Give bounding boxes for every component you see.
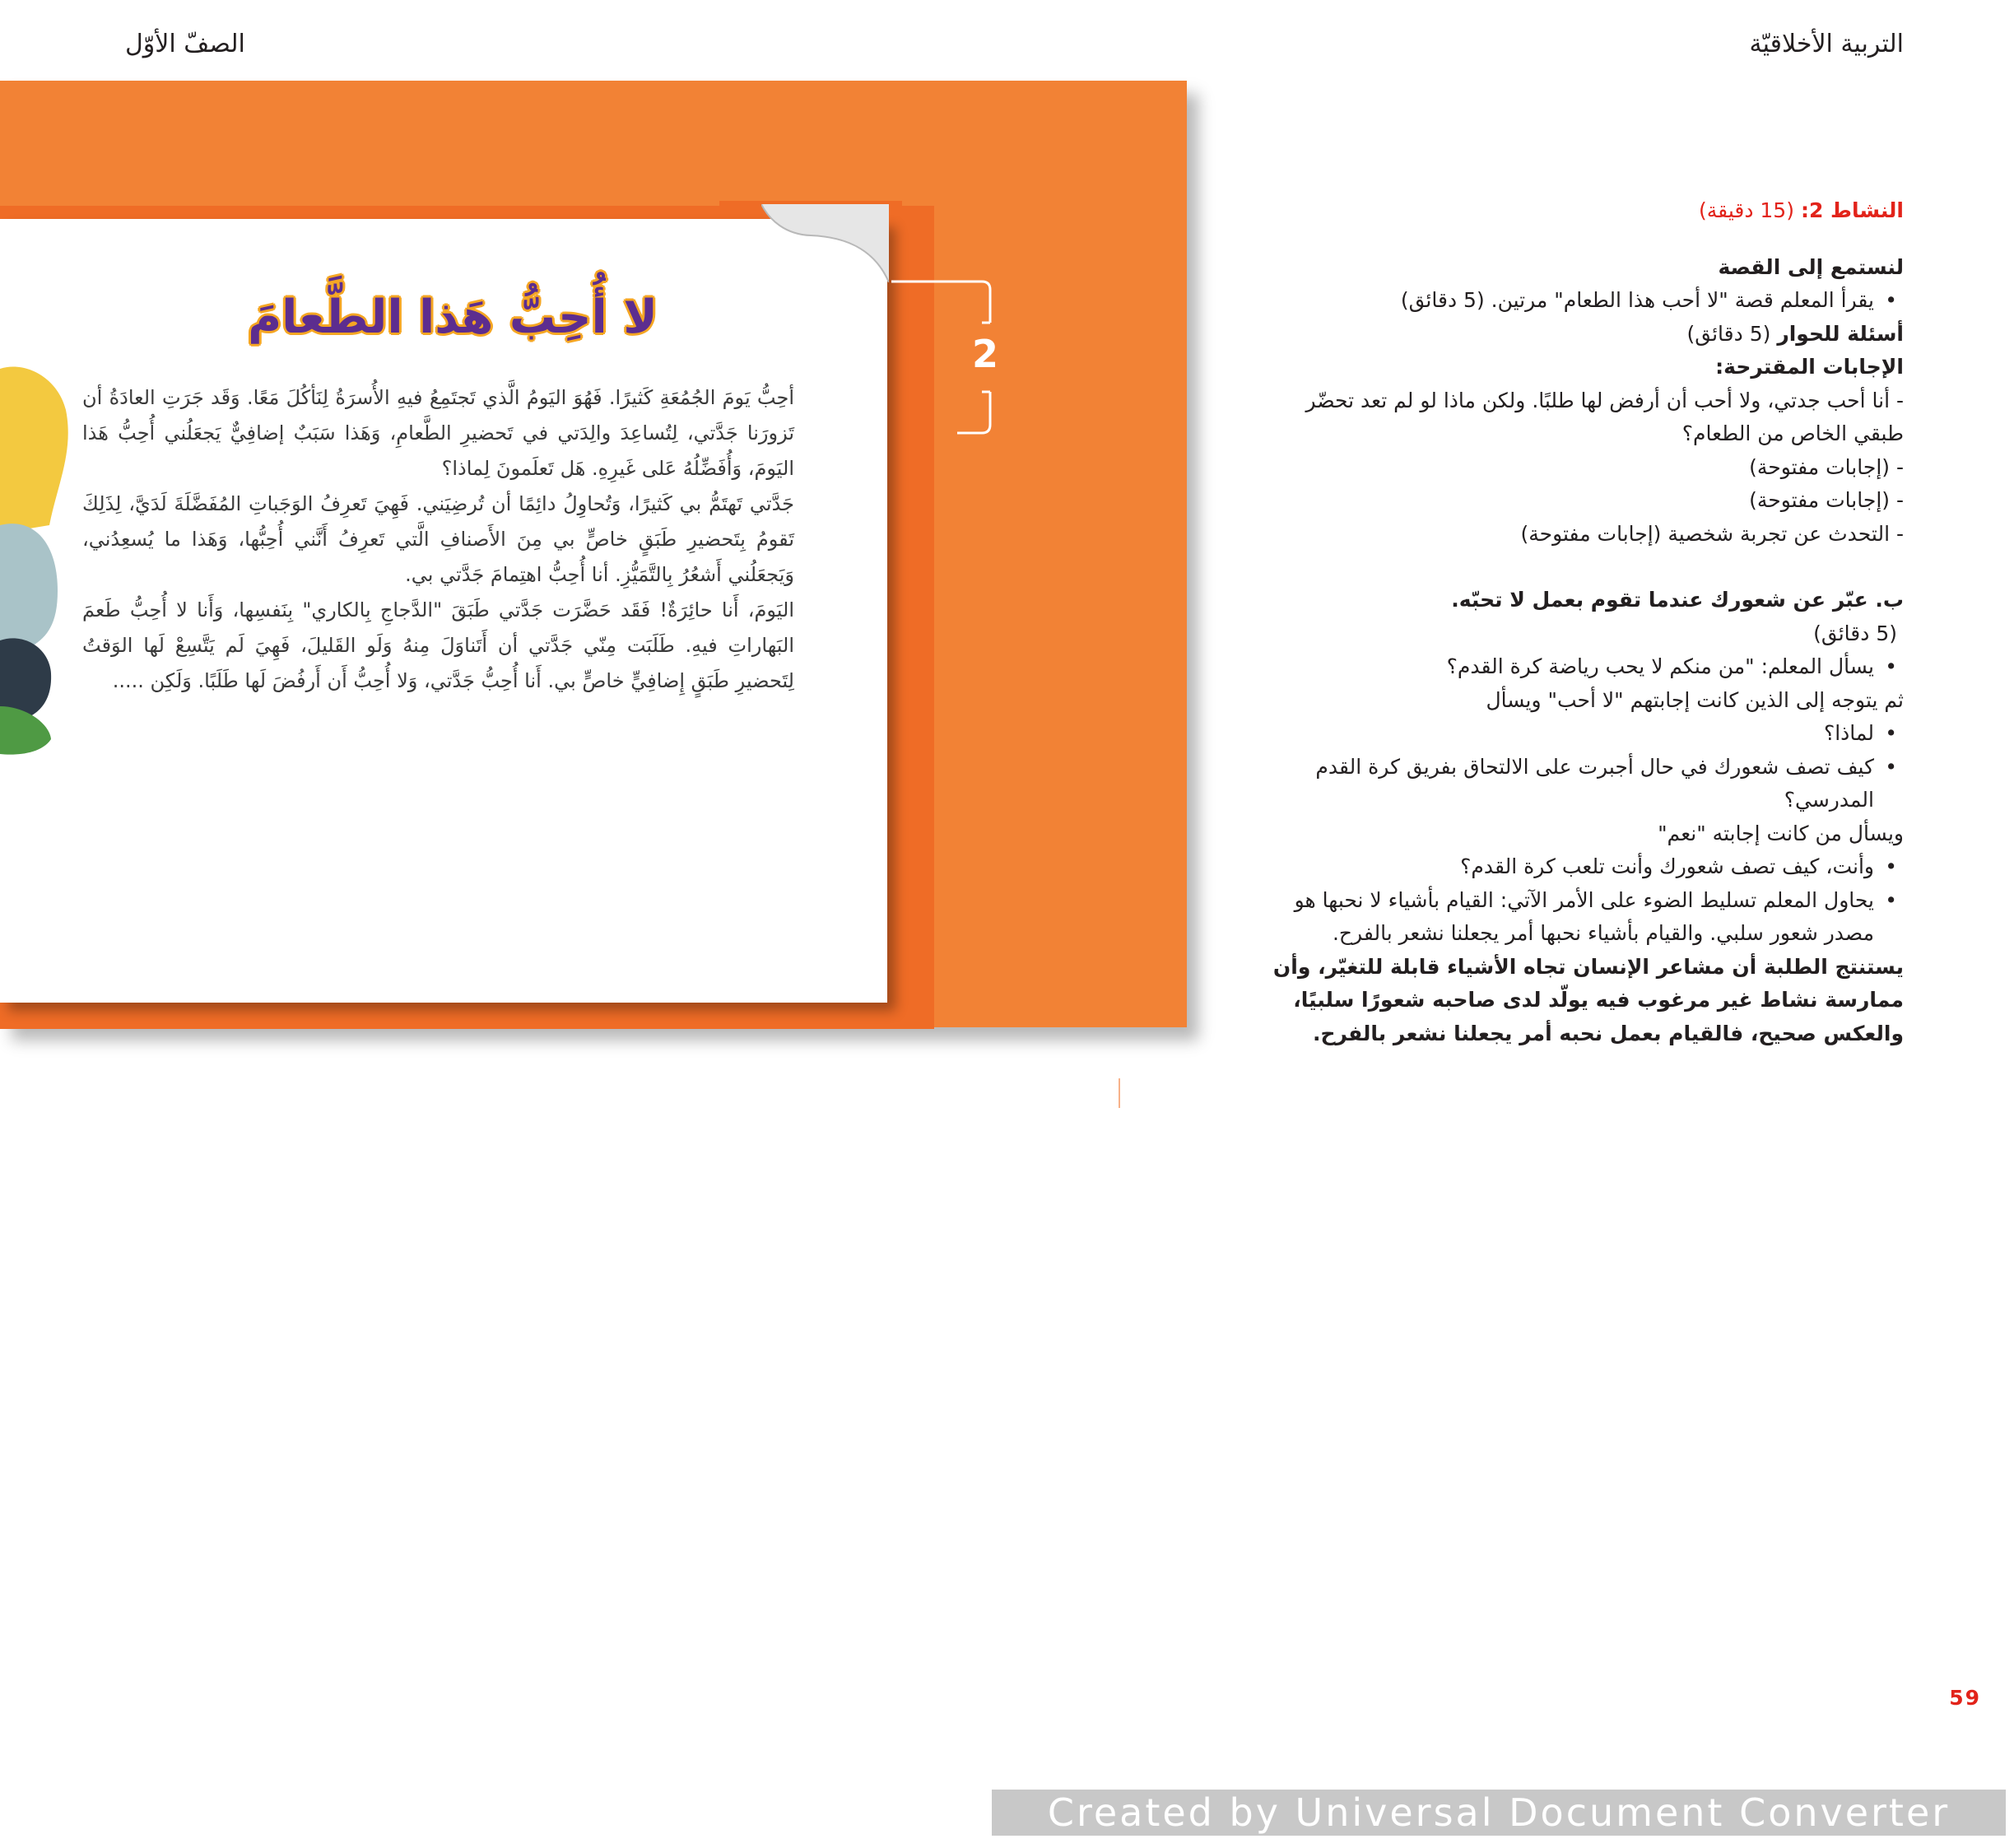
page-curl-icon xyxy=(761,204,889,282)
answers-heading: الإجابات المقترحة: xyxy=(1715,355,1904,379)
grade-header: الصفّ الأوّل xyxy=(125,30,245,58)
page-number-divider xyxy=(1119,1078,1120,1108)
activity-duration: (15 دقيقة) xyxy=(1699,198,1794,222)
list-item: • كيف تصف شعورك في حال أجبرت على الالتحاق بفريق كرة القدم المدرسي؟ xyxy=(1254,751,1904,817)
chapter-number: 2 xyxy=(971,332,998,376)
list-item: • يقرأ المعلم قصة "لا أحب هذا الطعام" مرتين. (5 دقائق) xyxy=(1254,284,1904,318)
story-paragraph: أحِبُّ يَومَ الجُمُعَةِ كَثيرًا. فَهُوَ اليَومُ الَّذي تَجتَمِعُ فيهِ الأُسرَةُ لِنَأكُلَ مَعًا. وَقَد جَرَتِ العادَةُ أن تَزورَنا جَدَّتي، لِتُساعِدَ والِدَتي في تَحضيرِ الطَّعامِ، وَهَذا سَبَبٌ إضافِيٌّ يَجعَلُني أُحِبُّ هَذا اليَومَ، وَأُفَضِّلُهُ عَلى غَيرِهِ. هَل تَعلَمونَ لِماذا؟ xyxy=(82,386,794,480)
illustration-image xyxy=(0,361,71,756)
story-paragraph: اليَومَ، أَنا حائِرَةٌ! فَقَد حَضَّرَت جَدَّتي طَبَقَ "الدَّجاجِ بِالكاري" بِنَفسِها، وَأَنا لا أُحِبُّ طَعمَ البَهاراتِ فيهِ. طَلَبَت مِنّي جَدَّتي أن أَتَناوَلَ مِنهُ وَلَو القَليلَ، فَهِيَ لَم يَتَّسِعْ لَها الوَقتُ لِتَحضيرِ طَبَقٍ إِضافِيٍّ خاصٍّ بي. أَنا أُحِبُّ جَدَّتي، وَلا أُحِبُّ أَن أَرفُضَ لَها طَلَبًا. وَلَكِن ..... xyxy=(82,598,794,692)
story-text xyxy=(82,380,794,699)
guide-line: ثم يتوجه إلى الذين كانت إجابتهم "لا أحب" ويسأل xyxy=(1486,687,1904,712)
part-b-duration: (5 دقائق) xyxy=(1813,621,1897,645)
list-item: • يسأل المعلم: "من منكم لا يحب رياضة كرة القدم؟ xyxy=(1254,650,1904,684)
conclusion-text: يستنتج الطلبة أن مشاعر الإنسان تجاه الأشياء قابلة للتغيّر، وأن ممارسة نشاط غير مرغوب فيه يولّد لدى صاحبه شعورًا سلبيًا، والعكس صحيح، فالقيام بعمل نحبه أمر يجعلنا نشعر بالفرح. xyxy=(1272,954,1904,1045)
dialogue-duration: (5 دقائق) xyxy=(1686,321,1771,346)
dialogue-label: أسئلة للحوار xyxy=(1777,321,1904,346)
part-b-heading: ب. عبّر عن شعورك عندما تقوم بعمل لا تحبّه. xyxy=(1451,588,1904,612)
textbook-page-number: 59 xyxy=(1142,1080,1162,1096)
list-item: • يحاول المعلم تسليط الضوء على الأمر الآتي: القيام بأشياء لا نحبها هو مصدر شعور سلبي. والقيام بأشياء نحبها أمر يجعلنا نشعر بالفرح. xyxy=(1254,884,1904,951)
page-number: 59 xyxy=(1949,1686,1981,1710)
teacher-guide xyxy=(1254,194,1904,1050)
answer-item: - (إجابات مفتوحة) xyxy=(1749,454,1904,479)
subject-header: التربية الأخلاقيّة xyxy=(1749,30,1904,58)
converter-watermark: Created by Universal Document Converter xyxy=(992,1790,2006,1836)
answer-item: - (إجابات مفتوحة) xyxy=(1749,488,1904,512)
list-item: • لماذا؟ xyxy=(1254,717,1904,751)
story-paragraph: جَدَّتي تَهتَمُّ بي كَثيرًا، وَتُحاوِلُ دائِمًا أن تُرضِيَني. فَهِيَ تَعرِفُ الوَجَباتِ المُفَضَّلَةَ لَدَيَّ، لِذَلِكَ تَقومُ بِتَحضيرِ طَبَقٍ خاصٍّ بي مِنَ الأَصنافِ الَّتي تَعرِفُ أَنَّني أُحِبُّها، وَهَذا ما يُسعِدُني، وَيَجعَلُني أَشعُرُ بِالتَّمَيُّزِ. أنا أُحِبُّ اهتِمامَ جَدَّتي بي. xyxy=(82,492,794,586)
listen-heading: لنستمع إلى القصة xyxy=(1718,254,1904,279)
textbook-page-panel xyxy=(0,81,1187,1096)
guide-line: ويسأل من كانت إجابته "نعم" xyxy=(1658,821,1904,845)
activity-label: النشاط 2: xyxy=(1800,198,1904,222)
answer-item: - التحدث عن تجربة شخصية (إجابات مفتوحة) xyxy=(1520,521,1904,546)
list-item: • وأنت، كيف تصف شعورك وأنت تلعب كرة القدم؟ xyxy=(1254,850,1904,884)
story-title: لا أُحِبُّ هَذا الطَّعامَ xyxy=(248,291,658,344)
answer-item: - أنا أحب جدتي، ولا أحب أن أرفض لها طلبًا. ولكن ماذا لو لم تعد تحضّر طبقي الخاص من الطعام؟ xyxy=(1305,388,1904,445)
